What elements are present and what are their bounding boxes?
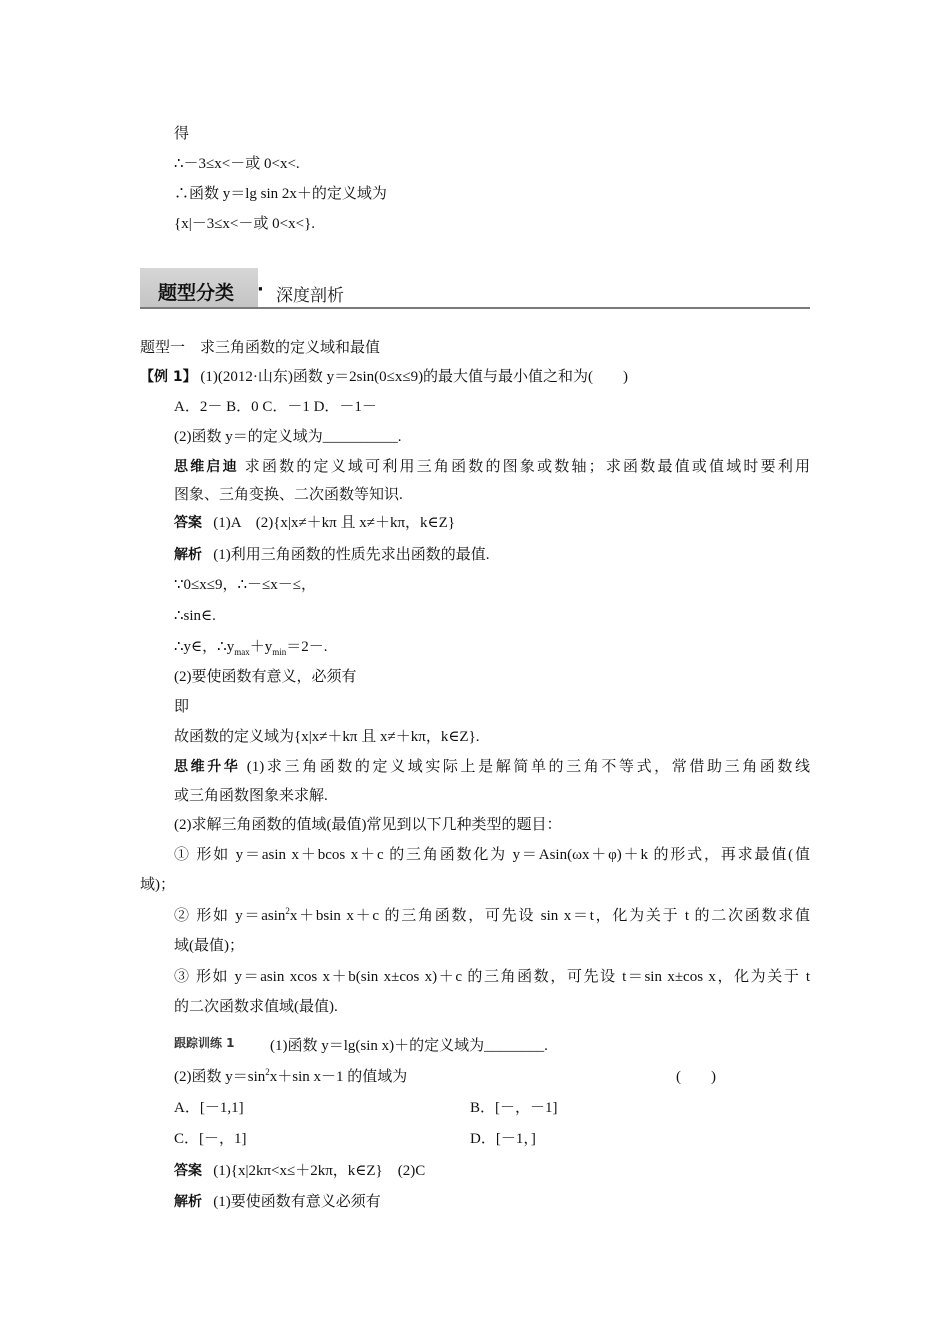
section-divider xyxy=(140,307,810,309)
answer-paren: ( ) xyxy=(676,1069,716,1085)
subscript: min xyxy=(272,647,287,657)
answer-label: 答案 xyxy=(174,515,202,531)
example-question xyxy=(140,367,628,387)
answer-label: 答案 xyxy=(174,1163,202,1179)
analysis-line: ∵0≤x≤9，∴－≤x－≤， xyxy=(174,577,317,593)
analysis-line: 即 xyxy=(174,699,190,715)
hint-label: 思维启迪 xyxy=(174,459,239,475)
sublimation-line: 或三角函数图象来求解. xyxy=(174,788,328,804)
tracking-fragment: (2)函数 y＝sin xyxy=(174,1069,266,1085)
section-subtitle: 深度剖析 xyxy=(276,286,344,306)
example-options: A．2－ B．0 C．－1 D．－1－ xyxy=(174,399,377,415)
sublimation-fragment: x＋bsin x＋c 的三角函数，可先设 sin x＝t，化为关于 t 的二次函数求值 xyxy=(289,908,810,924)
hint-line xyxy=(174,457,810,477)
superscript: 2 xyxy=(285,906,290,916)
type-heading: 题型一 求三角函数的定义域和最值 xyxy=(140,340,381,356)
option-d: D．[－1，] xyxy=(470,1131,536,1147)
text-line: ∴函数 y＝lg sin 2x＋的定义域为 xyxy=(174,186,387,202)
analysis-text: (1)利用三角函数的性质先求出函数的最值. xyxy=(213,547,490,563)
option-a: A．[－1,1] xyxy=(174,1100,244,1116)
analysis-line: 故函数的定义域为{x|x≠＋kπ 且 x≠＋kπ，k∈Z}. xyxy=(174,729,480,745)
analysis-fragment: ＝2－. xyxy=(286,639,328,655)
sublimation-line: 域)； xyxy=(140,877,175,893)
analysis-text: (1)要使函数有意义必须有 xyxy=(213,1194,381,1210)
option-b: B．[－，－1] xyxy=(470,1100,558,1116)
sublimation-line xyxy=(174,906,810,926)
tracking-q1: (1)函数 y＝lg(sin x)＋的定义域为________. xyxy=(270,1038,548,1054)
sublimation-fragment: ② 形如 y＝asin xyxy=(174,908,286,924)
analysis-line xyxy=(174,1192,381,1212)
sublimation-line xyxy=(174,757,810,777)
text-line: 得 xyxy=(174,126,190,142)
text-line: ∴－3≤x<－或 0<x<. xyxy=(174,156,300,172)
sublimation-line: 域(最值)； xyxy=(174,938,244,954)
analysis-label: 解析 xyxy=(174,1194,202,1210)
sublimation-label: 思维升华 xyxy=(174,759,241,775)
superscript: 2 xyxy=(265,1067,270,1077)
analysis-fragment: ＋y xyxy=(249,639,273,655)
answer-text: (1)A (2){x|x≠＋kπ 且 x≠＋kπ，k∈Z} xyxy=(213,515,456,531)
analysis-line xyxy=(174,637,328,657)
sublimation-line: ① 形如 y＝asin x＋bcos x＋c 的三角函数化为 y＝Asin(ωx＋φ)＋k 的形式，再求最值(值 xyxy=(174,847,810,863)
sublimation-line: (2)求解三角函数的值域(最值)常见到以下几种类型的题目： xyxy=(174,817,562,833)
example-label: 【例 1】 xyxy=(140,369,197,385)
sublimation-line: 的二次函数求值域(最值). xyxy=(174,999,338,1015)
subscript: max xyxy=(234,647,250,657)
example-q1: (1)(2012·山东)函数 y＝2sin(0≤x≤9)的最大值与最小值之和为( ) xyxy=(200,369,629,385)
analysis-line: (2)要使函数有意义，必须有 xyxy=(174,669,357,685)
hint-line: 图象、三角变换、二次函数等知识. xyxy=(174,487,403,503)
answer-line xyxy=(174,1161,425,1181)
analysis-line xyxy=(174,545,490,565)
answer-text: (1){x|2kπ<x≤＋2kπ，k∈Z} (2)C xyxy=(213,1163,426,1179)
sublimation-line: ③ 形如 y＝asin xcos x＋b(sin x±cos x)＋c 的三角函数，可先设 t＝sin x±cos x，化为关于 t xyxy=(174,969,810,985)
section-separator: · xyxy=(257,279,264,300)
tracking-label: 跟踪训练 1 xyxy=(174,1036,235,1050)
answer-line xyxy=(174,513,455,533)
hint-text: 求函数的定义域可利用三角函数的图象或数轴；求函数最值或值域时要利用 xyxy=(244,459,811,475)
tracking-q2 xyxy=(174,1067,407,1087)
analysis-label: 解析 xyxy=(174,547,202,563)
option-c: C．[－，1] xyxy=(174,1131,247,1147)
sublimation-text: (1)求三角函数的定义域实际上是解简单的三角不等式，常借助三角函数线 xyxy=(246,759,811,775)
example-q2: (2)函数 y＝的定义域为__________. xyxy=(174,429,402,445)
analysis-fragment: ∴y∈，∴y xyxy=(174,639,235,655)
analysis-line: ∴sin∈. xyxy=(174,608,216,624)
tracking-fragment: x＋sin x－1 的值域为 xyxy=(269,1069,408,1085)
text-line: {x|－3≤x<－或 0<x<}. xyxy=(174,216,316,232)
section-title: 题型分类 xyxy=(158,282,235,304)
